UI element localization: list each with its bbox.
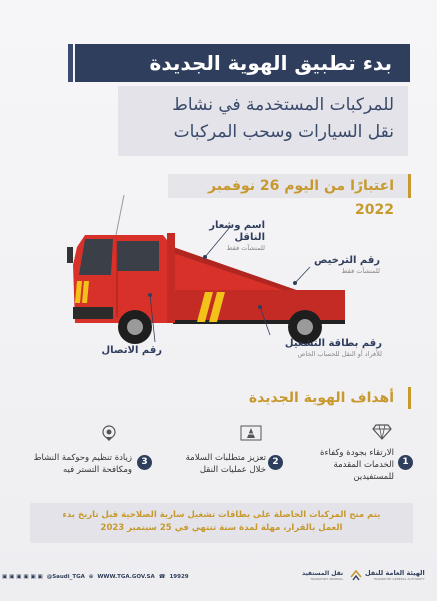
goal-1-text: الارتقاء بجودة وكفاءة الخدمات المقدمة للمستفيدين bbox=[320, 448, 394, 482]
goal-3-number: 3 bbox=[137, 455, 152, 470]
badge-icon bbox=[100, 424, 118, 442]
tga-logo-ar: الهيئة العامة للنقل bbox=[365, 569, 425, 577]
goal-3-text: زيادة تنظيم وحوكمة النشاط ومكافحة التستر فيه bbox=[33, 453, 132, 475]
callout-carrier-name-sub: للمنشآت فقط bbox=[226, 244, 265, 252]
callout-license-number-title: رقم الترخيص bbox=[313, 255, 380, 266]
secondary-logo-en: TRANSPORT GENERAL bbox=[310, 577, 344, 581]
tga-logo-en: TRANSPORT GENERAL AUTHORITY bbox=[373, 577, 425, 581]
goal-2-text: تعزيز متطلبات السلامة خلال عمليات النقل bbox=[185, 453, 266, 475]
phone-icon: ☎ bbox=[158, 574, 166, 580]
note-line-2: العمل بالقرار، مهلة لمدة سنة تنتهي في 25 سبتمبر 2023 bbox=[100, 523, 343, 533]
callout-operating-card bbox=[262, 338, 382, 358]
tga-emblem-icon bbox=[350, 569, 362, 581]
subtitle-box bbox=[118, 86, 408, 156]
callout-operating-card-title: رقم بطاقة التشغيل bbox=[284, 338, 382, 349]
goal-2-number: 2 bbox=[268, 455, 283, 470]
note-line-1: يتم منح المركبات الحاصلة على بطاقات تشغيل سارية الصلاحية قبل تاريخ بدء bbox=[62, 510, 381, 520]
secondary-logo-ar: نقل المستفيد bbox=[302, 570, 344, 577]
callout-contact-number bbox=[82, 345, 162, 357]
footer-phone[interactable]: 19929 bbox=[169, 574, 189, 580]
footer-website[interactable]: WWW.TGA.GOV.SA bbox=[97, 574, 155, 580]
footer-social-handle[interactable]: @Saudi_TGA bbox=[46, 574, 85, 580]
callout-license-number bbox=[300, 255, 380, 275]
globe-icon: ⊕ bbox=[88, 574, 94, 580]
social-icons: ▣ ▣ ▣ ▣ ▣ ▣ bbox=[2, 574, 43, 580]
callout-carrier-name bbox=[180, 220, 265, 252]
callout-carrier-name-title: اسم وشعار الناقل bbox=[209, 220, 265, 243]
page-title: بدء تطبيق الهوية الجديدة bbox=[75, 44, 410, 82]
grace-period-note bbox=[30, 503, 413, 543]
subtitle-line-2: نقل السيارات وسحب المركبات bbox=[173, 122, 394, 142]
diamond-icon bbox=[372, 424, 392, 440]
traffic-cone-icon bbox=[240, 425, 262, 441]
subtitle-line-1: للمركبات المستخدمة في نشاط bbox=[172, 95, 394, 115]
goal-1-number: 1 bbox=[398, 455, 413, 470]
footer bbox=[0, 566, 437, 601]
callout-license-number-sub: للمنشآت فقط bbox=[341, 267, 380, 275]
tga-logo bbox=[350, 569, 425, 581]
footer-contacts bbox=[2, 574, 191, 580]
title-accent bbox=[68, 44, 73, 82]
callout-contact-number-title: رقم الاتصال bbox=[101, 345, 162, 356]
callout-operating-card-sub: للأفراد أو النقل للحساب الخاص bbox=[297, 350, 382, 358]
effective-date: اعتبارًا من اليوم 26 نوفمبر 2022 bbox=[168, 174, 411, 198]
tow-truck-illustration bbox=[55, 195, 355, 355]
secondary-logo bbox=[302, 570, 343, 581]
goals-title: أهداف الهوية الجديدة bbox=[195, 387, 411, 409]
